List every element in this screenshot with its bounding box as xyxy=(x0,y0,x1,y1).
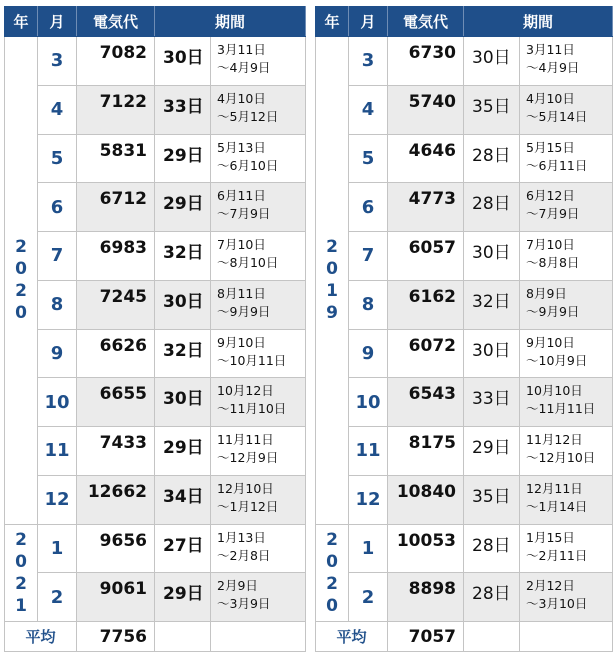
month-cell: 6 xyxy=(349,183,388,232)
table-row xyxy=(5,329,306,378)
period-cell: 5月13日 〜6月10日 xyxy=(211,134,306,183)
days-cell: 29日 xyxy=(155,183,211,232)
year-cell: 2 0 2 0 xyxy=(5,37,38,525)
period-cell: 3月11日 〜4月9日 xyxy=(211,37,306,86)
average-value: 7057 xyxy=(388,622,464,652)
period-cell: 9月10日 〜10月11日 xyxy=(211,329,306,378)
year-cell: 2 0 2 1 xyxy=(5,524,38,622)
average-empty-cell xyxy=(520,622,613,652)
month-cell: 8 xyxy=(38,280,77,329)
table-row xyxy=(5,183,306,232)
period-cell: 4月10日 〜5月12日 xyxy=(211,85,306,134)
period-cell: 4月10日 〜5月14日 xyxy=(520,85,613,134)
days-cell: 35日 xyxy=(464,85,520,134)
table-row xyxy=(5,85,306,134)
month-cell: 8 xyxy=(349,280,388,329)
period-cell: 7月10日 〜8月8日 xyxy=(520,232,613,281)
days-cell: 33日 xyxy=(464,378,520,427)
period-cell: 9月10日 〜10月9日 xyxy=(520,329,613,378)
amount-cell: 6626 xyxy=(77,329,155,378)
table-row xyxy=(316,378,613,427)
table-row xyxy=(316,329,613,378)
month-cell: 11 xyxy=(349,427,388,476)
period-cell: 10月12日 〜11月10日 xyxy=(211,378,306,427)
amount-cell: 6543 xyxy=(388,378,464,427)
days-cell: 30日 xyxy=(464,37,520,86)
average-empty-cell xyxy=(211,622,306,652)
table-row xyxy=(5,232,306,281)
period-cell: 3月11日 〜4月9日 xyxy=(520,37,613,86)
days-cell: 30日 xyxy=(464,329,520,378)
month-cell: 2 xyxy=(38,573,77,622)
period-cell: 5月15日 〜6月11日 xyxy=(520,134,613,183)
month-cell: 1 xyxy=(349,524,388,573)
header-month: 月 xyxy=(349,7,388,37)
table-row xyxy=(5,280,306,329)
period-cell: 11月11日 〜12月9日 xyxy=(211,427,306,476)
table-row xyxy=(316,134,613,183)
amount-cell: 6712 xyxy=(77,183,155,232)
days-cell: 32日 xyxy=(155,329,211,378)
header-amount: 電気代 xyxy=(388,7,464,37)
days-cell: 29日 xyxy=(155,427,211,476)
month-cell: 2 xyxy=(349,573,388,622)
amount-cell: 6730 xyxy=(388,37,464,86)
days-cell: 29日 xyxy=(155,134,211,183)
days-cell: 30日 xyxy=(155,37,211,86)
period-cell: 12月10日 〜1月12日 xyxy=(211,475,306,524)
period-cell: 2月12日 〜3月10日 xyxy=(520,573,613,622)
amount-cell: 6983 xyxy=(77,232,155,281)
header-period: 期間 xyxy=(464,7,613,37)
period-cell: 12月11日 〜1月14日 xyxy=(520,475,613,524)
header-amount: 電気代 xyxy=(77,7,155,37)
table-row xyxy=(316,280,613,329)
days-cell: 30日 xyxy=(155,280,211,329)
period-cell: 1月15日 〜2月11日 xyxy=(520,524,613,573)
table-row xyxy=(316,183,613,232)
amount-cell: 12662 xyxy=(77,475,155,524)
days-cell: 29日 xyxy=(464,427,520,476)
table-row xyxy=(5,475,306,524)
amount-cell: 9061 xyxy=(77,573,155,622)
header-period: 期間 xyxy=(155,7,306,37)
table-row xyxy=(5,427,306,476)
amount-cell: 7245 xyxy=(77,280,155,329)
header-month: 月 xyxy=(38,7,77,37)
month-cell: 11 xyxy=(38,427,77,476)
table-row xyxy=(316,573,613,622)
period-cell: 6月12日 〜7月9日 xyxy=(520,183,613,232)
period-cell: 10月10日 〜11月11日 xyxy=(520,378,613,427)
days-cell: 32日 xyxy=(464,280,520,329)
month-cell: 1 xyxy=(38,524,77,573)
month-cell: 9 xyxy=(38,329,77,378)
amount-cell: 10053 xyxy=(388,524,464,573)
table-row xyxy=(5,524,306,573)
table-row xyxy=(316,85,613,134)
amount-cell: 4646 xyxy=(388,134,464,183)
table-row xyxy=(316,37,613,86)
amount-cell: 8175 xyxy=(388,427,464,476)
days-cell: 35日 xyxy=(464,475,520,524)
table-row xyxy=(316,427,613,476)
average-label: 平均 xyxy=(316,622,388,652)
period-cell: 8月9日 〜9月9日 xyxy=(520,280,613,329)
month-cell: 5 xyxy=(38,134,77,183)
average-row xyxy=(316,622,613,652)
table-row xyxy=(316,232,613,281)
amount-cell: 7082 xyxy=(77,37,155,86)
table-row xyxy=(5,378,306,427)
month-cell: 10 xyxy=(349,378,388,427)
header-row xyxy=(316,7,613,37)
days-cell: 30日 xyxy=(155,378,211,427)
days-cell: 27日 xyxy=(155,524,211,573)
days-cell: 28日 xyxy=(464,524,520,573)
month-cell: 7 xyxy=(38,232,77,281)
header-year: 年 xyxy=(316,7,349,37)
days-cell: 34日 xyxy=(155,475,211,524)
average-empty-cell xyxy=(155,622,211,652)
month-cell: 4 xyxy=(349,85,388,134)
month-cell: 3 xyxy=(38,37,77,86)
bill-table-left xyxy=(4,6,306,652)
period-cell: 1月13日 〜2月8日 xyxy=(211,524,306,573)
amount-cell: 9656 xyxy=(77,524,155,573)
month-cell: 5 xyxy=(349,134,388,183)
table-row xyxy=(5,134,306,183)
table-row xyxy=(5,37,306,86)
average-value: 7756 xyxy=(77,622,155,652)
period-cell: 8月11日 〜9月9日 xyxy=(211,280,306,329)
average-row xyxy=(5,622,306,652)
amount-cell: 6162 xyxy=(388,280,464,329)
amount-cell: 4773 xyxy=(388,183,464,232)
month-cell: 10 xyxy=(38,378,77,427)
amount-cell: 8898 xyxy=(388,573,464,622)
period-cell: 2月9日 〜3月9日 xyxy=(211,573,306,622)
amount-cell: 7433 xyxy=(77,427,155,476)
month-cell: 3 xyxy=(349,37,388,86)
days-cell: 32日 xyxy=(155,232,211,281)
year-cell: 2 0 2 0 xyxy=(316,524,349,622)
table-row xyxy=(316,475,613,524)
month-cell: 12 xyxy=(349,475,388,524)
amount-cell: 6655 xyxy=(77,378,155,427)
amount-cell: 10840 xyxy=(388,475,464,524)
month-cell: 9 xyxy=(349,329,388,378)
table-row xyxy=(316,524,613,573)
amount-cell: 5740 xyxy=(388,85,464,134)
table-row xyxy=(5,573,306,622)
days-cell: 28日 xyxy=(464,134,520,183)
amount-cell: 6072 xyxy=(388,329,464,378)
header-row xyxy=(5,7,306,37)
month-cell: 6 xyxy=(38,183,77,232)
average-empty-cell xyxy=(464,622,520,652)
period-cell: 11月12日 〜12月10日 xyxy=(520,427,613,476)
period-cell: 7月10日 〜8月10日 xyxy=(211,232,306,281)
period-cell: 6月11日 〜7月9日 xyxy=(211,183,306,232)
header-year: 年 xyxy=(5,7,38,37)
month-cell: 4 xyxy=(38,85,77,134)
amount-cell: 6057 xyxy=(388,232,464,281)
amount-cell: 5831 xyxy=(77,134,155,183)
days-cell: 29日 xyxy=(155,573,211,622)
bill-table-right xyxy=(315,6,613,652)
year-cell: 2 0 1 9 xyxy=(316,37,349,525)
days-cell: 28日 xyxy=(464,573,520,622)
days-cell: 30日 xyxy=(464,232,520,281)
month-cell: 12 xyxy=(38,475,77,524)
days-cell: 33日 xyxy=(155,85,211,134)
amount-cell: 7122 xyxy=(77,85,155,134)
days-cell: 28日 xyxy=(464,183,520,232)
average-label: 平均 xyxy=(5,622,77,652)
month-cell: 7 xyxy=(349,232,388,281)
